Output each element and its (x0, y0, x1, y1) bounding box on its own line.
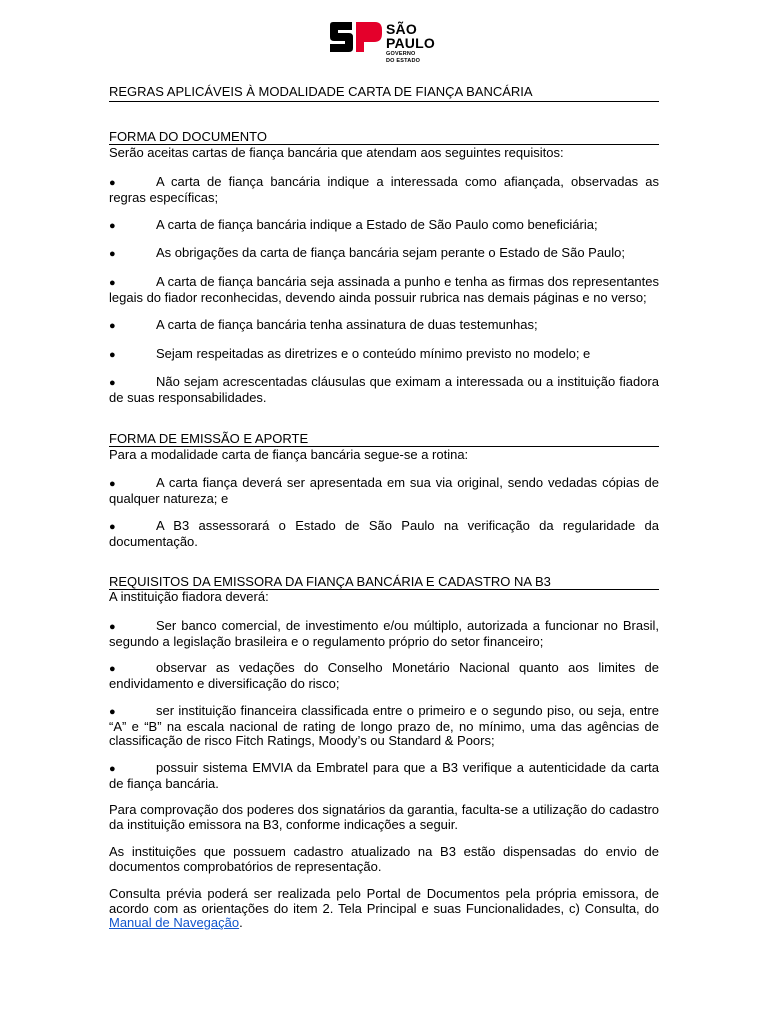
list-item-text: Ser banco comercial, de investimento e/ou múltiplo, autorizada a funcionar no Brasil, segundo a legislação brasileira e o regulamento próprio do setor financeiro; (109, 618, 659, 649)
bullet-icon: ● (109, 706, 116, 718)
list-item (109, 375, 659, 405)
bullet-icon: ● (109, 177, 116, 189)
bullet-icon: ● (109, 349, 116, 361)
bullet-icon: ● (109, 220, 116, 232)
list-item (109, 661, 659, 691)
list-item-text: possuir sistema EMVIA da Embratel para que a B3 verifique a autenticidade da carta de fiança bancária. (109, 760, 659, 791)
list-item-text: Sejam respeitadas as diretrizes e o conteúdo mínimo previsto no modelo; e (156, 346, 591, 361)
bullet-icon: ● (109, 621, 116, 633)
list-item-text: A B3 assessorará o Estado de São Paulo na verificação da regularidade da documentação. (109, 518, 659, 549)
list-item-text: ser instituição financeira classificada entre o primeiro e o segundo piso, ou seja, entre “A” e “B” na escala nacional de rating de longo prazo de, no mínimo, uma das agências de classificação de risco Fitch Ratings, Moody’s ou Standard & Poors; (109, 703, 659, 748)
logo-line-governo: GOVERNO (386, 51, 416, 57)
list-item (109, 519, 659, 549)
list-item (109, 619, 659, 649)
paragraph-consulta-previa (109, 887, 659, 931)
logo-wordmark (386, 22, 446, 64)
list-item-text: observar as vedações do Conselho Monetário Nacional quanto aos limites de endividamento e diversificação do risco; (109, 660, 659, 691)
list-item-text: A carta de fiança bancária tenha assinatura de duas testemunhas; (156, 317, 538, 332)
sao-paulo-logo (330, 22, 442, 66)
list-item (109, 246, 659, 262)
section-heading-forma-documento: FORMA DO DOCUMENTO (109, 129, 659, 145)
bullet-icon: ● (109, 277, 116, 289)
list-item-text: A carta fiança deverá ser apresentada em sua via original, sendo vedadas cópias de qualquer natureza; e (109, 475, 659, 506)
sp-emblem-icon (330, 22, 382, 52)
bullet-icon: ● (109, 377, 116, 389)
list-item-text: A carta de fiança bancária indique a interessada como afiançada, observadas as regras específicas; (109, 174, 659, 205)
bullet-icon: ● (109, 763, 116, 775)
section-intro-forma-emissao: Para a modalidade carta de fiança bancária segue-se a rotina: (109, 447, 469, 462)
bullet-icon: ● (109, 663, 116, 675)
list-item (109, 218, 659, 234)
logo-line-do-estado: DO ESTADO (386, 57, 421, 64)
paragraph-comprovacao: Para comprovação dos poderes dos signatários da garantia, faculta-se a utilização do cadastro da instituição emissora na B3, conforme indicações a seguir. (109, 802, 659, 832)
paragraph-consulta-end: . (239, 915, 243, 930)
section-heading-requisitos: REQUISITOS DA EMISSORA DA FIANÇA BANCÁRIA E CADASTRO NA B3 (109, 574, 659, 590)
section-heading-forma-emissao: FORMA DE EMISSÃO E APORTE (109, 431, 659, 447)
paragraph-cadastro-atualizado: As instituições que possuem cadastro atualizado na B3 estão dispensadas do envio de documentos comprobatórios de representação. (109, 844, 659, 874)
section-intro-requisitos: A instituição fiadora deverá: (109, 589, 269, 604)
logo-line-paulo: PAULO (386, 35, 435, 51)
list-item-text: Não sejam acrescentadas cláusulas que eximam a interessada ou a instituição fiadora de suas responsabilidades. (109, 374, 659, 405)
list-item (109, 275, 659, 305)
list-item (109, 476, 659, 506)
paragraph-consulta-text: Consulta prévia poderá ser realizada pelo Portal de Documentos pela própria emissora, de acordo com as orientações do item 2. Tela Principal e suas Funcionalidades, c) Consulta, do (109, 886, 659, 916)
bullet-icon: ● (109, 248, 116, 260)
section-intro-forma-documento: Serão aceitas cartas de fiança bancária que atendam aos seguintes requisitos: (109, 145, 564, 160)
list-item (109, 175, 659, 205)
list-item (109, 318, 659, 334)
bullet-icon: ● (109, 521, 116, 533)
document-title: REGRAS APLICÁVEIS À MODALIDADE CARTA DE FIANÇA BANCÁRIA (109, 84, 659, 102)
bullet-icon: ● (109, 320, 116, 332)
manual-navegacao-link[interactable]: Manual de Navegação (109, 915, 240, 930)
list-item-text: A carta de fiança bancária seja assinada a punho e tenha as firmas dos representantes legais do fiador reconhecidas, devendo ainda possuir rubrica nas demais páginas e no verso; (109, 274, 659, 305)
list-item (109, 704, 659, 749)
logo-line-sao: SÃO (386, 21, 417, 37)
list-item-text: A carta de fiança bancária indique a Estado de São Paulo como beneficiária; (156, 217, 598, 232)
bullet-icon: ● (109, 478, 116, 490)
list-item-text: As obrigações da carta de fiança bancária sejam perante o Estado de São Paulo; (156, 245, 626, 260)
list-item (109, 761, 659, 791)
list-item (109, 347, 659, 363)
